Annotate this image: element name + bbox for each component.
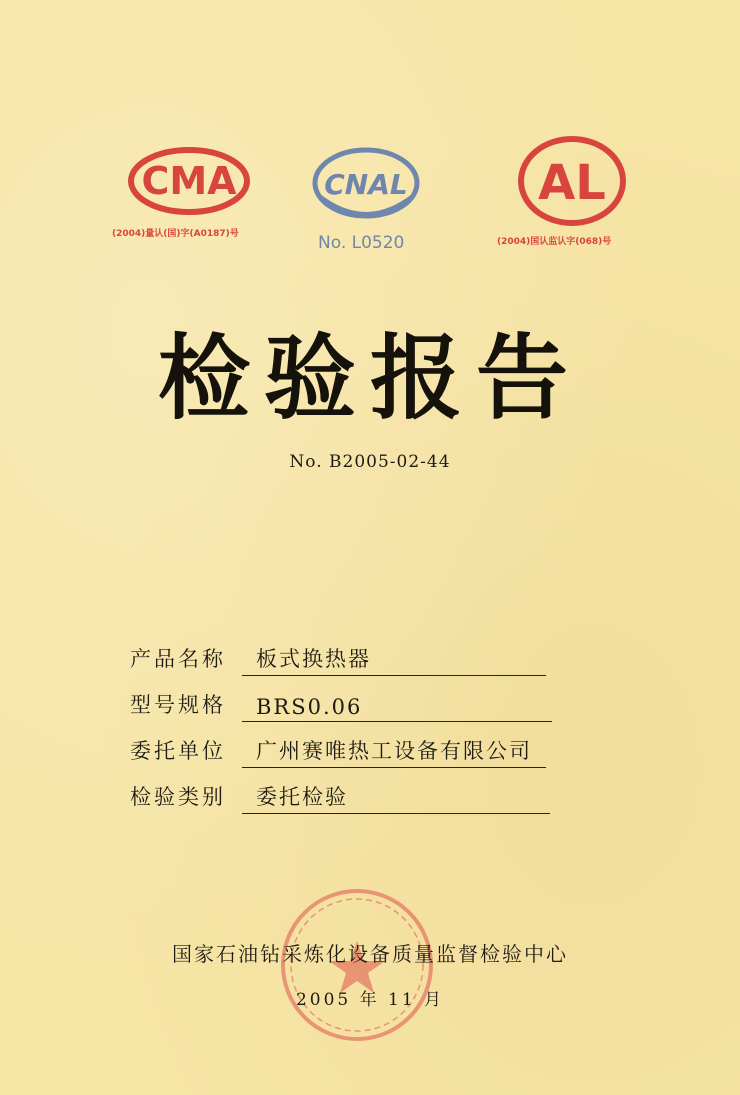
- document-number: No. B2005-02-44: [289, 452, 451, 472]
- report-date: 2005 年 11 月: [295, 990, 445, 1010]
- cma-logo-mark: CMA: [141, 159, 237, 203]
- field-model: [130, 676, 552, 722]
- field-value: BRS0.06: [242, 695, 552, 722]
- al-logo: [516, 135, 628, 231]
- report-fields: [130, 630, 552, 814]
- field-client: [130, 722, 552, 768]
- field-value: 板式换热器: [242, 643, 546, 676]
- field-product-name: [130, 630, 552, 676]
- organization-name: 国家石油钻采炼化设备质量监督检验中心: [172, 942, 568, 966]
- cma-caption: (2004)量认(国)字(A0187)号: [112, 229, 239, 239]
- field-value: 委托检验: [242, 781, 550, 814]
- cma-logo: [128, 146, 250, 216]
- cnal-logo-mark: CNAL: [324, 168, 408, 201]
- report-title: 检验报告: [157, 324, 582, 432]
- field-label: 型号规格: [130, 693, 226, 717]
- field-value: 广州赛唯热工设备有限公司: [242, 735, 546, 768]
- field-label: 产品名称: [130, 647, 226, 671]
- official-seal: [277, 885, 437, 1049]
- al-caption: (2004)国认监认字(068)号: [497, 237, 612, 247]
- field-label: 委托单位: [130, 739, 226, 763]
- field-inspection-type: [130, 768, 552, 814]
- cnal-number: No. L0520: [318, 233, 405, 253]
- field-label: 检验类别: [130, 785, 226, 809]
- cnal-logo: [310, 143, 422, 223]
- al-logo-mark: AL: [538, 155, 606, 211]
